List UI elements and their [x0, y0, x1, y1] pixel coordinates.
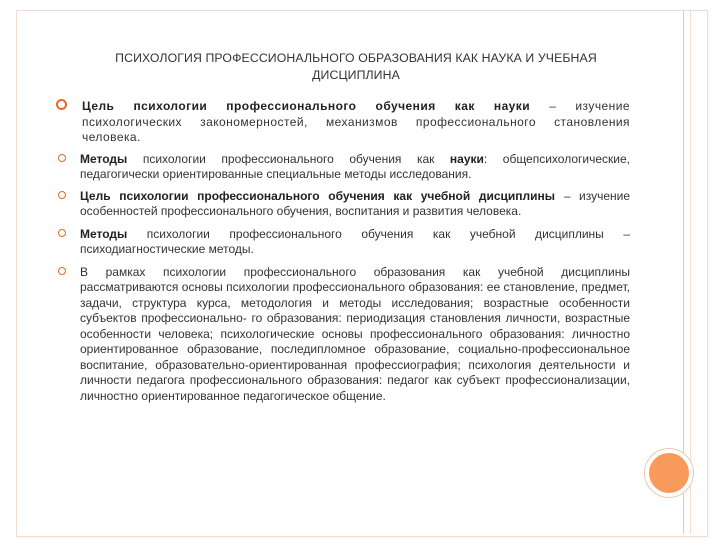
bullet-2-lead2: науки [449, 151, 484, 166]
bullet-item-5 [58, 265, 630, 405]
bullet-3-lead: Цель психологии профессионального обучения как учебной дисциплины [80, 188, 556, 203]
title-line-1: ПСИХОЛОГИЯ ПРОФЕССИОНАЛЬНОГО ОБРАЗОВАНИЯ КАК НАУКА И УЧЕБНАЯ [115, 51, 597, 65]
bullet-ring-icon [58, 229, 66, 237]
bullet-2-lead: Методы [80, 151, 128, 166]
bullet-3-rest: – изучение особенностей профессионального обучения, воспитания и развития человека. [80, 188, 631, 218]
slide-title [66, 50, 646, 84]
decor-circle [645, 449, 693, 497]
title-line-2: ДИСЦИПЛИНА [312, 68, 400, 82]
bullet-2-rest: : общепсихологические, педагогически ориентированные специальные методы исследования. [80, 151, 630, 181]
bullet-ring-icon [58, 267, 66, 275]
bullet-ring-icon [58, 191, 66, 199]
bullet-item-2 [58, 152, 630, 183]
bullet-1-lead: Цель психологии профессионального обучения как науки [82, 99, 531, 113]
decor-vertical-line-2 [690, 11, 691, 534]
slide-content [58, 99, 630, 404]
bullet-ring-icon [58, 154, 66, 162]
bullet-1-rest: – изучение психологических закономерностей, механизмов профессионального становления человека. [82, 99, 631, 144]
bullet-item-1 [58, 99, 630, 146]
bullet-2-mid: психологии профессионального обучения как [127, 151, 450, 166]
bullet-4-lead: Методы [80, 226, 128, 241]
bullet-item-4 [58, 227, 630, 258]
bullet-ring-icon [56, 99, 67, 110]
bullet-item-3 [58, 189, 630, 220]
bullet-5-text: В рамках психологии профессионального образования как учебной дисциплины рассматриваются основы психологии профессионального образования: ее становление, предмет, задачи, структура курса, методология и методы исследования; возрастные особенности субъектов профессионально- го образования: периодизация становления личности, возрастные особенности человека; психологические основы профессионального образования: личностно ориентированное образование, последипломное образование, социально-профессиональное воспитание, образовательно-ориентированная профессиография; психология деятельности и личности педагога профессионального образования: педагог как субъект профессионализации, личностно ориентированное педагогическое общение. [80, 264, 630, 403]
bullet-4-rest: психологии профессионального обучения как учебной дисциплины – психодиагностические методы. [80, 226, 630, 256]
